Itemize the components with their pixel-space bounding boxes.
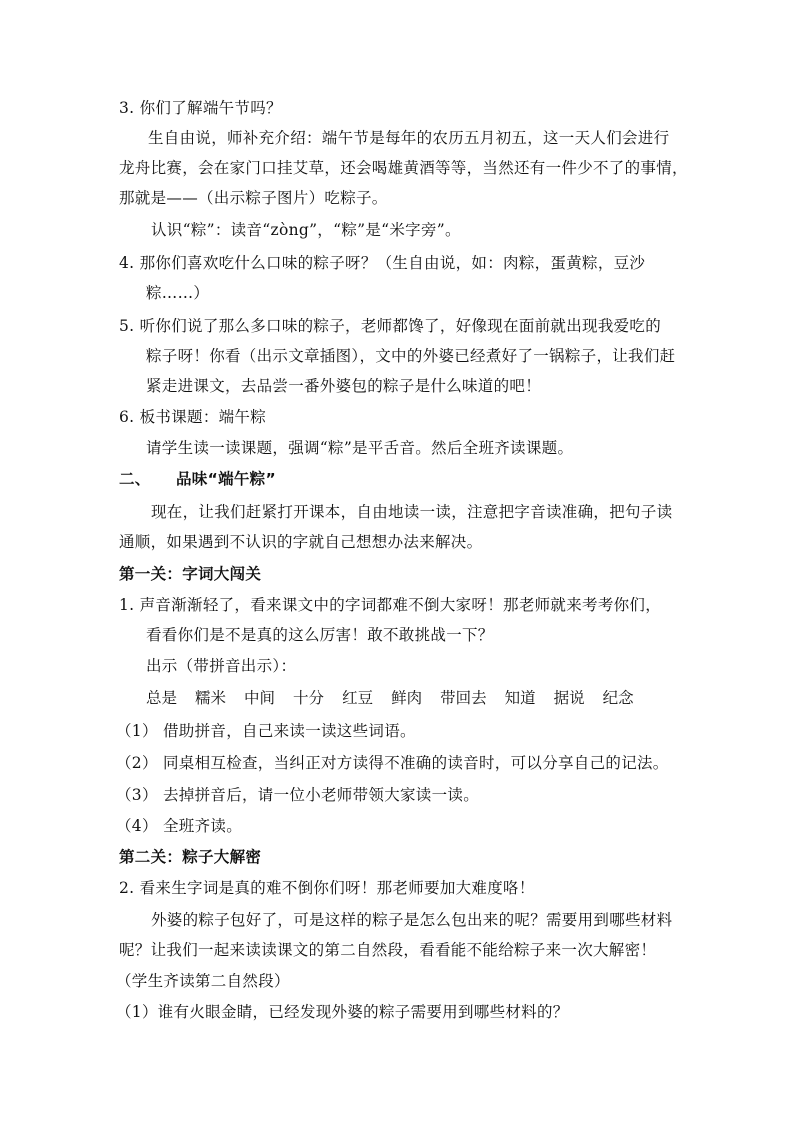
- sec3-paragraph-line: 生自由说，师补充介绍：端午节是每年的农历五月初五，这一天人们会进行: [148, 129, 670, 147]
- vocab-word: 糯米: [195, 689, 227, 707]
- sec3-heading: 3. 你们了解端午节吗？: [119, 99, 282, 117]
- sec3-zong-note: 认识“粽”：读音“zòng”，“粽”是“米字旁”。: [151, 221, 461, 239]
- level1-step: （2） 同桌相互检查，当纠正对方读得不准确的读音时，可以分享自己的记法。: [116, 754, 669, 772]
- sec5-line: 紧走进课文，去品尝一番外婆包的粽子是什么味道的吧！: [146, 377, 542, 395]
- vocab-word: 鲜肉: [391, 689, 423, 707]
- part2-paragraph-line: 现在，让我们赶紧打开课本，自由地读一读，注意把字音读准确，把句子读: [151, 503, 673, 521]
- vocab-word: 中间: [244, 689, 276, 707]
- level2-note: （学生齐读第二自然段）: [116, 972, 290, 990]
- level1-show-line: 出示（带拼音出示）：: [146, 657, 297, 675]
- vocabulary-word-list: [146, 687, 652, 709]
- vocab-word: 红豆: [342, 689, 374, 707]
- part2-number: 二、: [119, 470, 151, 488]
- level1-item-line: 看看你们是不是真的这么厉害！敢不敢挑战一下？: [146, 626, 494, 644]
- vocab-word: 据说: [553, 689, 585, 707]
- sec3-paragraph-line: 龙舟比赛，会在家门口挂艾草，还会喝雄黄酒等等，当然还有一件少不了的事情，: [119, 159, 688, 177]
- vocab-word: 纪念: [602, 689, 634, 707]
- sec4-line: 粽……）: [146, 284, 210, 302]
- level2-title: 第二关：粽子大解密: [119, 848, 262, 866]
- vocab-word: 十分: [293, 689, 325, 707]
- vocab-word: 知道: [504, 689, 536, 707]
- part2-title: 品味“端午粽”: [176, 470, 276, 488]
- sec4-line: 4. 那你们喜欢吃什么口味的粽子呀？（生自由说，如：肉粽，蛋黄粽，豆沙: [119, 254, 646, 272]
- level2-paragraph-line: 外婆的粽子包好了，可是这样的粽子是怎么包出来的呢？需要用到哪些材料: [151, 911, 673, 929]
- sec6-heading: 6. 板书课题：端午粽: [119, 408, 267, 426]
- level2-item: 2. 看来生字词是真的难不倒你们呀！那老师要加大难度咯！: [119, 879, 535, 897]
- level1-step: （3） 去掉拼音后，请一位小老师带领大家读一读。: [116, 786, 479, 804]
- sec5-line: 5. 听你们说了那么多口味的粽子，老师都馋了，好像现在面前就出现我爱吃的: [119, 317, 662, 335]
- level2-paragraph-line: 呢？让我们一起来读读课文的第二自然段，看看能不能给粽子来一次大解密！: [119, 941, 657, 959]
- sec5-line: 粽子呀！你看（出示文章插图），文中的外婆已经煮好了一锅粽子，让我们赶: [146, 347, 676, 365]
- level1-item-line: 1. 声音渐渐轻了，看来课文中的字词都难不倒大家呀！那老师就来考考你们，: [119, 596, 662, 614]
- level1-title: 第一关：字词大闯关: [119, 565, 262, 583]
- vocab-word: 带回去: [440, 689, 487, 707]
- level1-step: （4） 全班齐读。: [116, 817, 242, 835]
- sec6-paragraph: 请学生读一读课题，强调“粽”是平舌音。然后全班齐读课题。: [146, 439, 574, 457]
- vocab-word: 总是: [146, 689, 178, 707]
- sec3-paragraph-line: 那就是——（出示粽子图片）吃粽子。: [119, 189, 388, 207]
- part2-paragraph-line: 通顺，如果遇到不认识的字就自己想想办法来解决。: [119, 533, 483, 551]
- level2-question: （1）谁有火眼金睛，已经发现外婆的粽子需要用到哪些材料的？: [116, 1003, 569, 1021]
- level1-step: （1） 借助拼音，自己来读一读这些词语。: [116, 722, 416, 740]
